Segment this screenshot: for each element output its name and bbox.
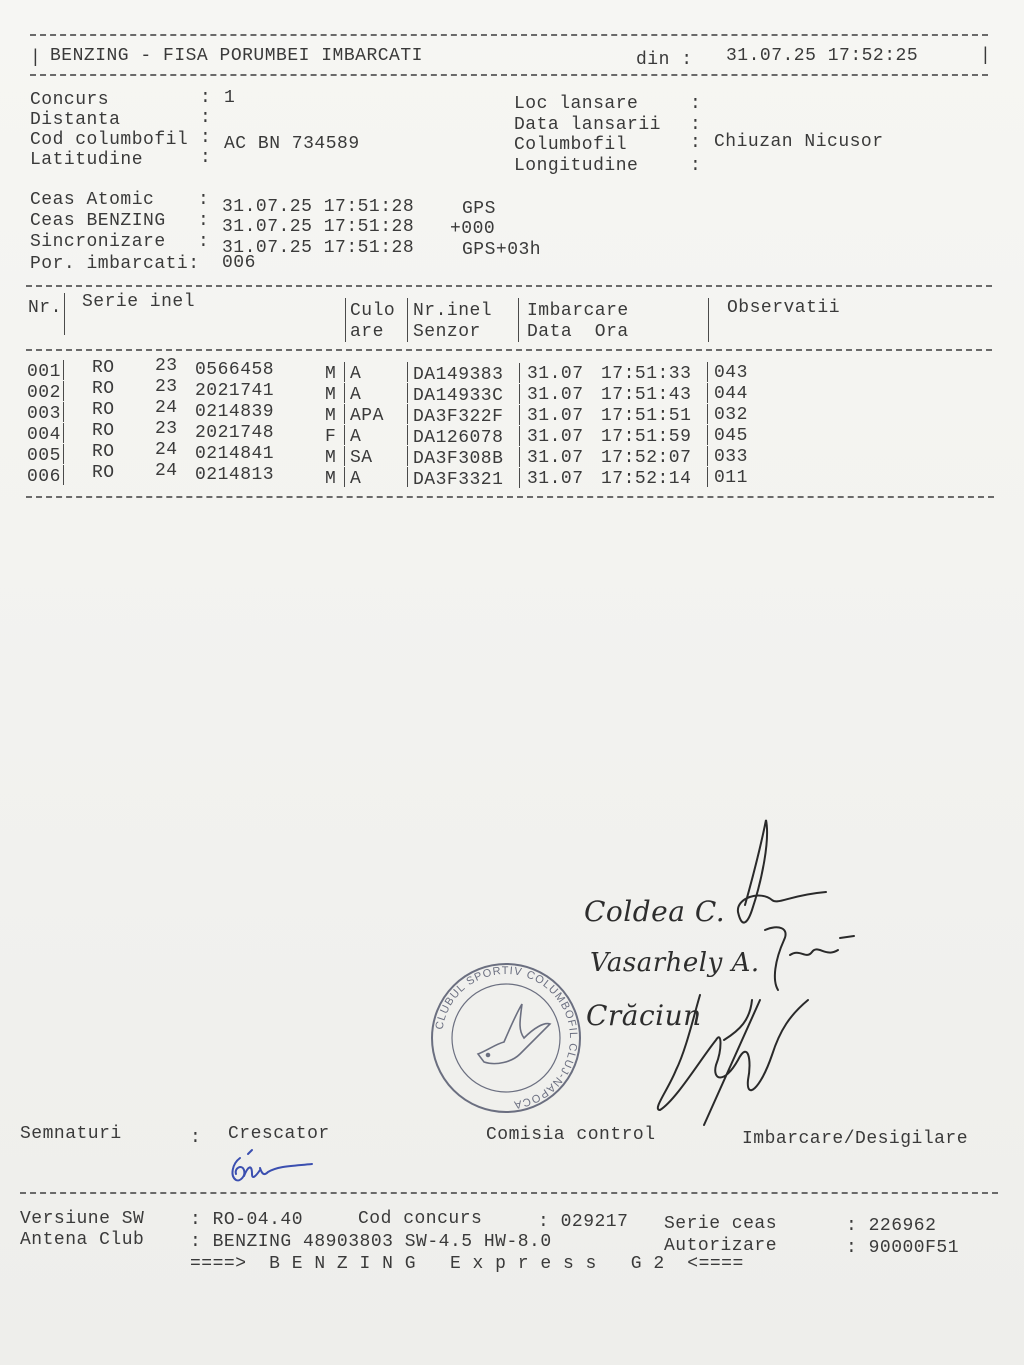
cell-sex: M	[325, 385, 337, 405]
cell-country: RO	[92, 379, 115, 399]
cell-nr: 002	[27, 383, 61, 403]
col-header-nr: Nr.	[28, 298, 62, 318]
cell-year: 24	[155, 398, 178, 418]
cell-year: 23	[155, 419, 178, 439]
info-sep: :	[200, 108, 212, 128]
cell-date: 31.07	[527, 469, 584, 489]
cell-ring-number: 0566458	[195, 360, 275, 380]
handwritten-name-coldea: Coldea C.	[584, 895, 726, 928]
cell-sex: M	[325, 406, 337, 426]
handwritten-name-craciun: Crăciun	[586, 999, 702, 1032]
cell-date: 31.07	[527, 406, 584, 426]
cell-year: 24	[155, 461, 178, 481]
cell-time: 17:52:07	[601, 448, 692, 468]
cell-time: 17:51:51	[601, 406, 692, 426]
info-label-data-lansarii: Data lansarii	[514, 115, 661, 135]
footer-cod-value: : 029217	[538, 1212, 629, 1232]
cell-nr: 004	[27, 425, 61, 445]
clock-label: Ceas Atomic	[30, 190, 155, 210]
cell-country: RO	[92, 358, 115, 378]
cell-sex: M	[325, 469, 337, 489]
info-label-distanta: Distanta	[30, 110, 121, 130]
clock-label: Ceas BENZING	[30, 211, 166, 231]
footer-serie-value: : 226962	[846, 1216, 937, 1236]
cell-ring-number: 0214841	[195, 444, 275, 464]
col-header-imbarcare: Imbarcare	[527, 301, 629, 321]
info-label-latitudine: Latitudine	[30, 150, 144, 170]
header-din-label: din :	[636, 50, 693, 70]
footer-serie-label: Serie ceas	[664, 1214, 778, 1234]
info-sep: :	[200, 88, 212, 108]
cell-country: RO	[92, 421, 115, 441]
info-sep: :	[690, 156, 702, 176]
cell-year: 24	[155, 440, 178, 460]
clock-extra: GPS+03h	[462, 240, 542, 260]
signature-coldea	[738, 820, 826, 923]
header-left-bar: |	[30, 48, 42, 68]
por-imbarcati-label: Por. imbarcati:	[30, 254, 200, 274]
signature-vasarhely	[765, 927, 854, 990]
club-stamp	[426, 958, 586, 1118]
cell-sex: M	[325, 364, 337, 384]
info-label-loc-lansare: Loc lansare	[514, 94, 639, 114]
info-sep: :	[690, 94, 702, 114]
cell-year: 23	[155, 377, 178, 397]
signatures-sep: :	[190, 1128, 202, 1148]
clock-sep: :	[198, 232, 210, 252]
cell-obs: 044	[714, 384, 748, 404]
header-right-bar: |	[980, 46, 992, 66]
info-label-concurs: Concurs	[30, 90, 110, 110]
cell-time: 17:51:33	[601, 364, 692, 384]
clock-extra: +000	[450, 219, 496, 239]
clock-sep: :	[198, 211, 210, 231]
cell-sensor: DA14933C	[413, 386, 504, 406]
footer-rule	[20, 1192, 998, 1194]
cell-sex: M	[325, 448, 337, 468]
cell-ring-number: 2021748	[195, 423, 275, 443]
col-header-culoare-2: are	[350, 322, 384, 342]
footer-banner: ====> B E N Z I N G E x p r e s s G 2 <====	[190, 1254, 744, 1274]
signature-crescator-blue	[222, 1146, 332, 1196]
cell-sensor: DA3F308B	[413, 449, 504, 469]
info-sep: :	[690, 115, 702, 135]
clock-label: Sincronizare	[30, 232, 166, 252]
cell-color: A	[350, 427, 362, 447]
signature-craciun	[658, 995, 808, 1125]
col-header-culoare: Culo	[350, 301, 396, 321]
cell-sensor: DA3F322F	[413, 407, 504, 427]
clock-value: 31.07.25 17:51:28	[222, 197, 415, 217]
cell-obs: 045	[714, 426, 748, 446]
info-sep: :	[690, 133, 702, 153]
cell-time: 17:51:43	[601, 385, 692, 405]
cell-sensor: DA126078	[413, 428, 504, 448]
cell-country: RO	[92, 463, 115, 483]
cell-obs: 011	[714, 468, 748, 488]
col-header-serie: Serie inel	[82, 292, 196, 312]
cell-ring-number: 2021741	[195, 381, 275, 401]
cell-country: RO	[92, 400, 115, 420]
dove-icon	[478, 1004, 550, 1064]
cell-color: SA	[350, 448, 373, 468]
document-title: BENZING - FISA PORUMBEI IMBARCATI	[50, 46, 423, 66]
cell-time: 17:51:59	[601, 427, 692, 447]
info-value-cod-columbofil: AC BN 734589	[224, 134, 360, 154]
por-imbarcati-value: 006	[222, 253, 256, 273]
cell-nr: 001	[27, 362, 61, 382]
cell-color: APA	[350, 406, 384, 426]
cell-sensor: DA3F3321	[413, 470, 504, 490]
col-header-senzor: Senzor	[413, 322, 481, 342]
cell-color: A	[350, 385, 362, 405]
col-header-data-ora: Data Ora	[527, 322, 629, 342]
signatures-label: Semnaturi	[20, 1124, 122, 1144]
footer-autorizare-value: : 90000F51	[846, 1238, 960, 1258]
cell-country: RO	[92, 442, 115, 462]
cell-date: 31.07	[527, 427, 584, 447]
col-header-nrinel: Nr.inel	[413, 301, 493, 321]
info-label-cod-columbofil: Cod columbofil	[30, 130, 189, 150]
footer-antena-label: Antena Club	[20, 1230, 145, 1250]
cell-nr: 003	[27, 404, 61, 424]
clock-value: 31.07.25 17:51:28	[222, 238, 415, 258]
cell-sex: F	[325, 427, 337, 447]
cell-color: A	[350, 364, 362, 384]
cell-year: 23	[155, 356, 178, 376]
cell-color: A	[350, 469, 362, 489]
footer-autorizare-label: Autorizare	[664, 1236, 778, 1256]
cell-date: 31.07	[527, 448, 584, 468]
col-header-observatii: Observatii	[727, 298, 841, 318]
info-label-columbofil: Columbofil	[514, 135, 628, 155]
cell-ring-number: 0214839	[195, 402, 275, 422]
footer-versiune-value: : RO-04.40	[190, 1210, 304, 1230]
cell-time: 17:52:14	[601, 469, 692, 489]
cell-obs: 043	[714, 363, 748, 383]
info-sep: :	[200, 148, 212, 168]
info-value-columbofil: Chiuzan Nicusor	[714, 132, 884, 152]
footer-cod-label: Cod concurs	[358, 1209, 483, 1229]
info-label-longitudine: Longitudine	[514, 156, 639, 176]
cell-nr: 006	[27, 467, 61, 487]
cell-nr: 005	[27, 446, 61, 466]
clock-sep: :	[198, 190, 210, 210]
clock-value: 31.07.25 17:51:28	[222, 217, 415, 237]
signature-label-imbarcare: Imbarcare/Desigilare	[742, 1129, 969, 1149]
signature-label-crescator: Crescator	[228, 1124, 330, 1144]
cell-obs: 032	[714, 405, 748, 425]
header-timestamp: 31.07.25 17:52:25	[726, 46, 919, 66]
cell-date: 31.07	[527, 364, 584, 384]
footer-antena-value: : BENZING 48903803 SW-4.5 HW-8.0	[190, 1232, 552, 1252]
signature-label-comisia: Comisia control	[486, 1125, 656, 1145]
handwritten-name-vasarhely: Vasarhely A.	[590, 948, 760, 978]
stamp-text: CLUBUL SPORTIV COLUMBOFIL CLUJ-NAPOCA	[433, 964, 580, 1111]
cell-obs: 033	[714, 447, 748, 467]
info-value-concurs: 1	[224, 88, 236, 108]
cell-date: 31.07	[527, 385, 584, 405]
clock-extra: GPS	[462, 199, 496, 219]
info-sep: :	[200, 128, 212, 148]
cell-sensor: DA149383	[413, 365, 504, 385]
cell-ring-number: 0214813	[195, 465, 275, 485]
footer-versiune-label: Versiune SW	[20, 1209, 145, 1229]
